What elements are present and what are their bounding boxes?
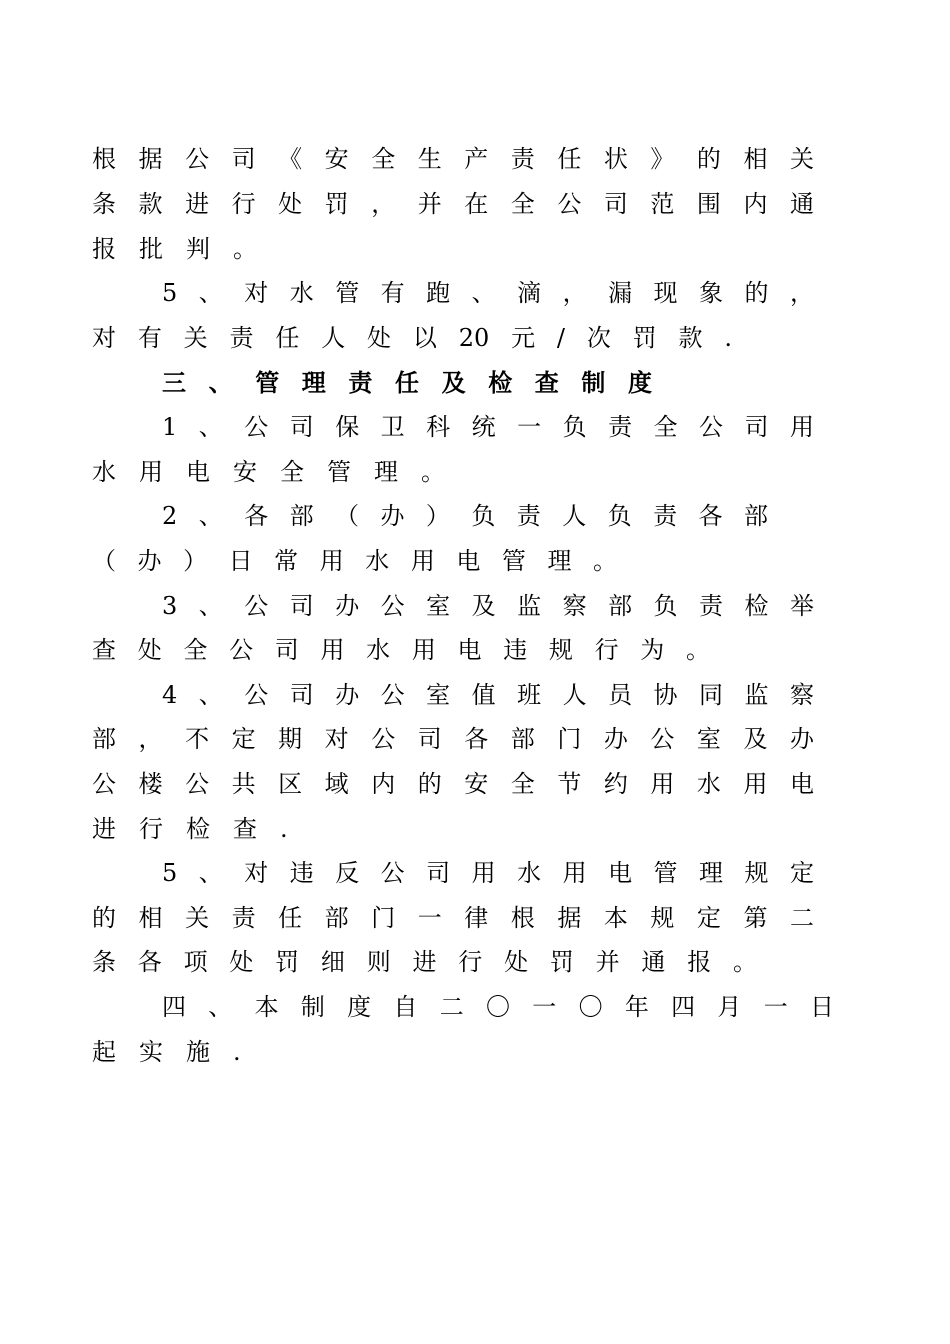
section-heading: 三、管理责任及检查制度: [162, 368, 652, 397]
text-line: 条各项处罚细则进行处罚并通报。: [92, 948, 757, 976]
text-line: 水用电安全管理。: [92, 458, 468, 486]
text-line: 1、公司保卫科统一负责全公司用: [162, 413, 814, 441]
text-line: 公楼公共区域内的安全节约用水用电: [92, 770, 814, 798]
text-line: 的相关责任部门一律根据本规定第二: [92, 904, 814, 932]
text-line: 报批判。: [92, 235, 280, 263]
text-line: 条款进行处罚，并在全公司范围内通: [92, 190, 814, 218]
text-line: 4、公司办公室值班人员协同监察: [162, 681, 814, 709]
text-line: （办）日常用水用电管理。: [92, 547, 617, 575]
text-line: 起实施.: [92, 1038, 264, 1066]
text-line: 根据公司《安全生产责任状》的相关: [92, 145, 814, 173]
text-line: 部，不定期对公司各部门办公室及办: [92, 725, 814, 753]
text-line: 查处全公司用水用电违规行为。: [92, 636, 710, 664]
text-line: 对有关责任人处以20元/次罚款.: [92, 324, 732, 352]
text-line: 进行检查.: [92, 815, 311, 843]
text-line: 5、对水管有跑、滴，漏现象的，: [162, 279, 814, 307]
text-line: 3、公司办公室及监察部负责检举: [162, 592, 814, 620]
text-line: 2、各部（办）负责人负责各部: [162, 502, 768, 530]
text-line: 5、对违反公司用水用电管理规定: [162, 859, 814, 887]
text-line: 四、本制度自二〇一〇年四月一日: [162, 993, 834, 1021]
